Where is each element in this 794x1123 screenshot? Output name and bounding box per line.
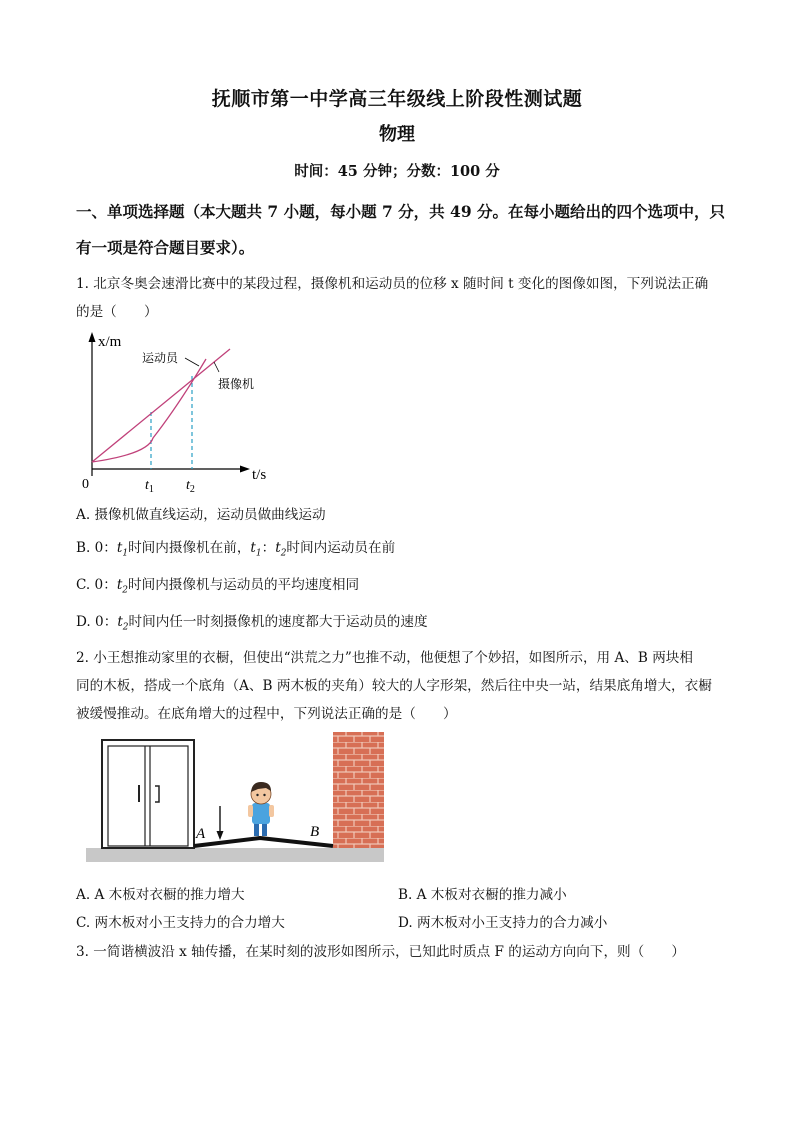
q1-option-c-t2: $t_2$: [116, 577, 129, 596]
q2-option-b: B. A 木板对衣橱的推力减小: [398, 887, 567, 903]
t1-label: $t_1$: [145, 478, 154, 495]
q1-option-c-pre: C. 0：: [76, 577, 117, 593]
q2-stem-line3: 被缓慢推动。在底角增大的过程中，下列说法正确的是（ ）: [76, 706, 457, 722]
board-a-label: A: [196, 826, 206, 842]
q1-option-d-t2: $t_2$: [117, 614, 129, 633]
q2-wardrobe-figure: [86, 730, 386, 866]
q1-option-c: [76, 573, 359, 596]
force-arrow-head: [217, 831, 224, 840]
floor: [86, 848, 384, 862]
q1-stem-line2: 的是（ ）: [76, 304, 158, 320]
t2-label: $t_2$: [186, 478, 195, 495]
q1-option-a: A. 摄像机做直线运动，运动员做曲线运动: [76, 507, 326, 523]
page-title: 抚顺市第一中学高三年级线上阶段性测试题: [211, 88, 583, 110]
q1-option-b: [76, 536, 395, 559]
wardrobe: [102, 740, 194, 848]
brick-wall: [333, 732, 384, 848]
q1-option-d-pre: D. 0：: [76, 614, 118, 630]
y-axis-arrow: [89, 332, 96, 342]
q2-stem-line1: 2. 小王想推动家里的衣橱，但使出“洪荒之力”也推不动，他便想了个妙招，如图所示，用 A、B 两块相: [76, 650, 693, 666]
athlete-label: 运动员: [142, 351, 179, 365]
q1-option-b-t1: $t_1$: [116, 540, 129, 559]
section-heading-line2: 有一项是符合题目要求）。: [76, 238, 255, 257]
athlete-leader-line: [185, 358, 199, 366]
q1-option-d-post: 时间内任一时刻摄像机的速度都大于运动员的速度: [128, 614, 428, 630]
q2-option-c: C. 两木板对小王支持力的合力增大: [76, 915, 285, 931]
q2-option-d: D. 两木板对小王支持力的合力减小: [398, 915, 608, 931]
subject-title: 物理: [379, 124, 415, 145]
q1-option-b-pre: B. 0：: [76, 540, 117, 556]
q1-option-b-colon: ：: [261, 540, 276, 556]
q1-option-b-t2: $t_2$: [275, 540, 287, 559]
athlete-curve: [92, 359, 206, 462]
q2-option-a: A. A 木板对衣橱的推力增大: [76, 887, 245, 903]
camera-leader-line: [214, 362, 219, 372]
q1-option-c-post: 时间内摄像机与运动员的平均速度相同: [128, 577, 360, 593]
q2-stem-line2: 同的木板，搭成一个底角（A、B 两木板的夹角）较大的人字形架，然后往中央一站，结果底角增大，衣橱: [76, 678, 712, 694]
q3-stem-line1: 3. 一简谐横波沿 x 轴传播，在某时刻的波形如图所示，已知此时质点 F 的运动方向向下，则（ ）: [76, 944, 686, 960]
exam-time-info: 时间：45 分钟；分数：100 分: [294, 163, 500, 180]
camera-label: 摄像机: [218, 377, 255, 391]
q1-stem-line1: 1. 北京冬奥会速滑比赛中的某段过程，摄像机和运动员的位移 x 随时间 t 变化的图像如图，下列说法正确: [76, 276, 709, 292]
x-axis-arrow: [240, 466, 250, 473]
camera-line: [92, 349, 230, 462]
person-xiaowang: [248, 782, 274, 836]
board-b-label: B: [310, 824, 320, 840]
y-axis-label: x/m: [98, 334, 122, 350]
q1-option-d: [76, 610, 428, 633]
origin-label: 0: [82, 477, 89, 492]
section-heading-line1: 一、单项选择题（本大题共 7 小题，每小题 7 分，共 49 分。在每小题给出的四个选项中，只: [76, 202, 726, 221]
q1-xt-graph: [78, 326, 288, 496]
q1-option-b-mid1: 时间内摄像机在前，: [128, 540, 251, 556]
q1-option-b-t1b: $t_1$: [250, 540, 262, 559]
x-axis-label: t/s: [252, 467, 267, 483]
q1-option-b-post: 时间内运动员在前: [286, 540, 396, 556]
